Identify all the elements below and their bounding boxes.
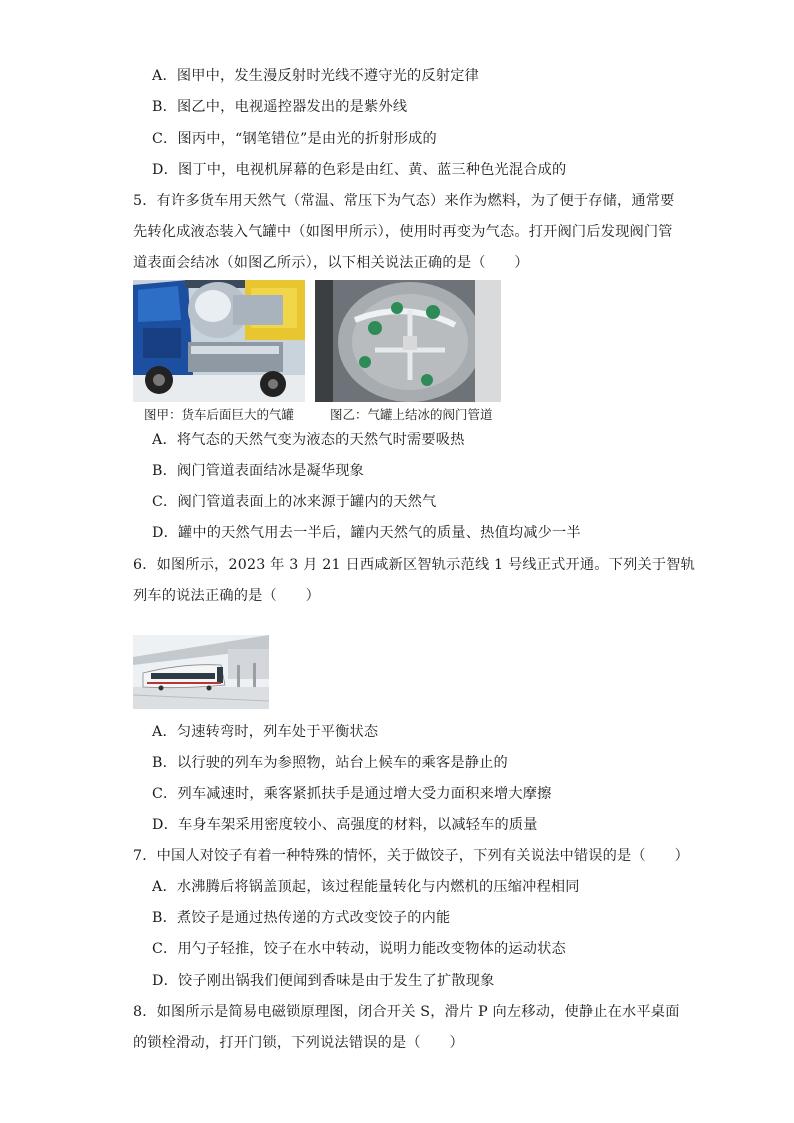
q4-option-a: A．图甲中，发生漫反射时光线不遵守光的反射定律 bbox=[152, 68, 479, 84]
q5-stem-line-1: 5．有许多货车用天然气（常温、常压下为气态）来作为燃料，为了便于存储，通常要 bbox=[133, 193, 675, 209]
q5-option-d: D．罐中的天然气用去一半后，罐内天然气的质量、热值均减少一半 bbox=[152, 525, 581, 541]
q5-option-a: A．将气态的天然气变为液态的天然气时需要吸热 bbox=[152, 432, 465, 448]
smart-rail-train-photo bbox=[133, 635, 269, 709]
frozen-valve-illustration bbox=[315, 280, 501, 402]
q7-option-a: A．水沸腾后将锅盖顶起，该过程能量转化与内燃机的压缩冲程相同 bbox=[152, 879, 580, 895]
q6-option-b: B．以行驶的列车为参照物，站台上候车的乘客是静止的 bbox=[152, 755, 508, 771]
q7-option-d: D．饺子刚出锅我们便闻到香味是由于发生了扩散现象 bbox=[152, 973, 495, 989]
q4-option-c: C．图丙中，“钢笔错位”是由光的折射形成的 bbox=[152, 131, 437, 147]
caption-figure-a: 图甲：货车后面巨大的气罐 bbox=[144, 407, 295, 422]
q6-option-c: C．列车减速时，乘客紧抓扶手是通过增大受力面积来增大摩擦 bbox=[152, 786, 552, 802]
q7-stem: 7．中国人对饺子有着一种特殊的情怀，关于做饺子，下列有关说法中错误的是（ ） bbox=[133, 848, 689, 864]
truck-tank-photo bbox=[133, 280, 305, 402]
smart-rail-train-illustration bbox=[133, 635, 269, 709]
q7-option-b: B．煮饺子是通过热传递的方式改变饺子的内能 bbox=[152, 910, 451, 926]
truck-tank-illustration bbox=[133, 280, 305, 402]
frozen-valve-photo bbox=[315, 280, 501, 402]
q4-option-b: B．图乙中，电视遥控器发出的是紫外线 bbox=[152, 99, 408, 115]
caption-figure-b: 图乙：气罐上结冰的阀门管道 bbox=[330, 407, 493, 422]
q6-option-a: A．匀速转弯时，列车处于平衡状态 bbox=[152, 724, 379, 740]
q5-option-b: B．阀门管道表面结冰是凝华现象 bbox=[152, 463, 365, 479]
q7-option-c: C．用勺子轻推，饺子在水中转动，说明力能改变物体的运动状态 bbox=[152, 941, 566, 957]
q8-stem-line-2: 的锁栓滑动，打开门锁，下列说法错误的是（ ） bbox=[133, 1035, 464, 1051]
q5-stem-line-3: 道表面会结冰（如图乙所示），以下相关说法正确的是（ ） bbox=[133, 255, 529, 271]
q5-stem-line-2: 先转化成液态装入气罐中（如图甲所示），使用时再变为气态。打开阀门后发现阀门管 bbox=[133, 224, 673, 240]
q6-stem-line-2: 列车的说法正确的是（ ） bbox=[133, 588, 321, 604]
q5-option-c: C．阀门管道表面上的冰来源于罐内的天然气 bbox=[152, 494, 437, 510]
q8-stem-line-1: 8．如图所示是简易电磁锁原理图，闭合开关 S，滑片 P 向左移动，使静止在水平桌面 bbox=[133, 1004, 680, 1020]
q6-option-d: D．车身车架采用密度较小、高强度的材料，以减轻车的质量 bbox=[152, 817, 538, 833]
q6-stem-line-1: 6．如图所示，2023 年 3 月 21 日西咸新区智轨示范线 1 号线正式开通。下列关于智轨 bbox=[133, 557, 696, 573]
q4-option-d: D．图丁中，电视机屏幕的色彩是由红、黄、蓝三种色光混合成的 bbox=[152, 162, 567, 178]
